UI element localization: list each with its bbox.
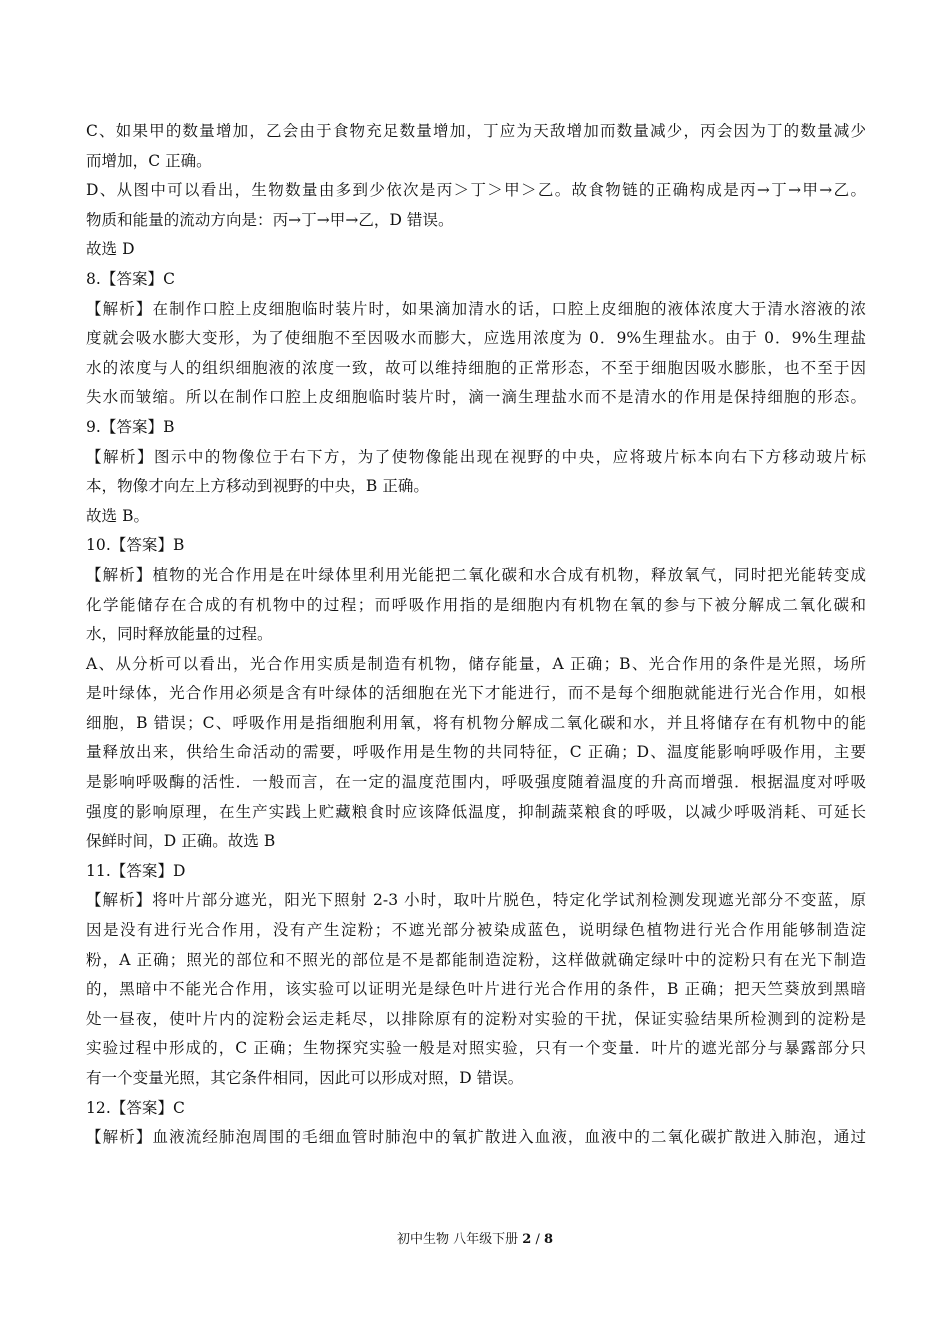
text-line: 实验过程中形成的，C 正确；生物探究实验一般是对照实验，只有一个变量．叶片的遮光部分与暴露部分只 [86,1039,866,1058]
text-line: 的，黑暗中不能光合作用，该实验可以证明光是绿色叶片进行光合作用的条件，B 正确；把天竺葵放到黑暗 [86,980,866,999]
text-line: 度就会吸水膨大变形，为了使细胞不至因吸水而膨大，应选用浓度为 0．9%生理盐水。由于 0．9%生理盐 [86,329,866,348]
text-line: 12.【答案】C [86,1098,185,1117]
text-line: 本，物像才向左上方移动到视野的中央，B 正确。 [86,477,429,496]
text-line: 故选 D [86,240,135,259]
text-line: 【解析】在制作口腔上皮细胞临时装片时，如果滴加清水的话，口腔上皮细胞的液体浓度大于清水溶液的浓 [86,299,866,318]
text-line: 10.【答案】B [86,536,185,555]
footer-page-separator: / [531,1232,544,1247]
text-line: 【解析】血液流经肺泡周围的毛细血管时肺泡中的氧扩散进入血液，血液中的二氧化碳扩散进入肺泡，通过 [86,1128,866,1147]
text-line: 处一昼夜，使叶片内的淀粉会运走耗尽，以排除原有的淀粉对实验的干扰，保证实验结果所检测到的淀粉是 [86,1009,866,1028]
answer-explanation-text [86,117,866,1153]
text-line: 故选 B。 [86,506,150,525]
text-line: 有一个变量光照，其它条件相同，因此可以形成对照，D 错误。 [86,1069,524,1087]
text-line: 因是没有进行光合作用，没有产生淀粉；不遮光部分被染成蓝色，说明绿色植物进行光合作用能够制造淀 [86,921,866,940]
footer-course-label: 初中生物 八年级下册 [396,1232,519,1247]
text-line: C、如果甲的数量增加，乙会由于食物充足数量增加，丁应为天敌增加而数量减少，丙会因为丁的数量减少 [86,122,866,140]
text-line: 9.【答案】B [86,417,175,436]
text-line: 物质和能量的流动方向是：丙→丁→甲→乙，D 错误。 [86,210,454,229]
text-line: D、从图中可以看出，生物数量由多到少依次是丙＞丁＞甲＞乙。故食物链的正确构成是丙→丁→甲→乙。 [86,181,866,200]
text-line: 是叶绿体，光合作用必须是含有叶绿体的活细胞在光下才能进行，而不是每个细胞就能进行光合作用，如根 [86,684,866,703]
text-line: 量释放出来，供给生命活动的需要，呼吸作用是生物的共同特征，C 正确；D、温度能影响呼吸作用，主要 [86,743,866,762]
text-line: 而增加，C 正确。 [86,151,212,170]
footer-current-page: 2 [522,1232,532,1247]
footer-total-pages: 8 [543,1232,554,1247]
text-line: 【解析】将叶片部分遮光，阳光下照射 2-3 小时，取叶片脱色，特定化学试剂检测发现遮光部分不变蓝，原 [86,891,866,910]
text-line: 粉，A 正确；照光的部位和不照光的部位是不是都能制造淀粉，这样做就确定绿叶中的淀粉只有在光下制造 [86,950,866,969]
text-line: 【解析】图示中的物像位于右下方，为了使物像能出现在视野的中央，应将玻片标本向右下方移动玻片标 [86,447,866,466]
text-line: 保鲜时间，D 正确。故选 B [86,832,276,851]
text-line: 水，同时释放能量的过程。 [86,625,273,644]
text-line: 化学能储存在合成的有机物中的过程；而呼吸作用指的是细胞内有机物在氧的参与下被分解成二氧化碳和 [86,595,866,614]
text-line: 是影响呼吸酶的活性．一般而言，在一定的温度范围内，呼吸强度随着温度的升高而增强．根据温度对呼吸 [86,773,866,792]
text-line: 【解析】植物的光合作用是在叶绿体里利用光能把二氧化碳和水合成有机物，释放氧气，同时把光能转变成 [86,565,866,584]
text-line: 8.【答案】C [86,269,175,288]
text-line: 强度的影响原理，在生产实践上贮藏粮食时应该降低温度，抑制蔬菜粮食的呼吸，以减少呼吸消耗、可延长 [86,802,866,821]
text-line: 细胞，B 错误；C、呼吸作用是指细胞利用氧，将有机物分解成二氧化碳和水，并且将储存在有机物中的能 [86,713,866,732]
text-line: 11.【答案】D [86,861,186,880]
text-line: 水的浓度与人的组织细胞液的浓度一致，故可以维持细胞的正常形态，不至于细胞因吸水膨胀，也不至于因 [86,358,866,377]
page-footer [0,1228,950,1247]
text-line: 失水而皱缩。所以在制作口腔上皮细胞临时装片时，滴一滴生理盐水而不是清水的作用是保持细胞的形态。 [86,388,866,407]
text-line: A、从分析可以看出，光合作用实质是制造有机物，储存能量，A 正确；B、光合作用的条件是光照，场所 [86,654,866,673]
